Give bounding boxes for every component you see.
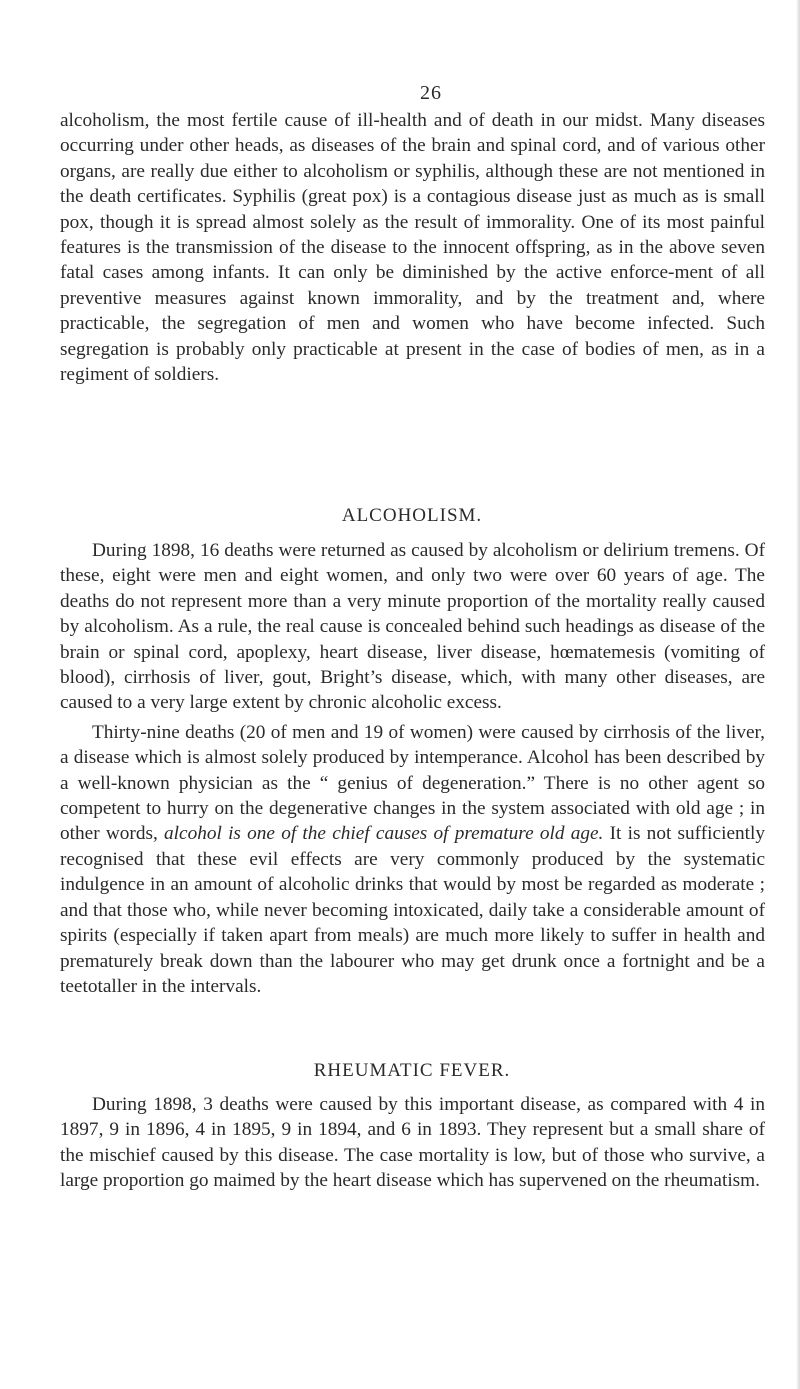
- page-edge-shadow: [796, 0, 800, 1389]
- intro-section: [60, 108, 765, 387]
- alcoholism-paragraph-2-text-a: Thirty-nine deaths (20 of men and 19 of women) were caused by cirrhosis of the liver, a disease which is almost solely produced by intemperance. Alcohol has been described by a well-known physician as the “ genius of degeneration.” There is no other agent so competent to hurry on the degenerative changes in the system associated with old age ; in other words,: [60, 721, 765, 845]
- alcoholism-paragraph-2: [60, 720, 765, 999]
- alcoholism-section: [60, 538, 765, 999]
- intro-paragraph: alcoholism, the most fertile cause of ill-health and of death in our midst. Many diseases occurring under other heads, as diseases of the brain and spinal cord, and of various other organs, are really due either to alcoholism or syphilis, although these are not mentioned in the death certificates. Syphilis (great pox) is a contagious disease just as much as is small pox, though it is spread almost solely as the result of immorality. One of its most painful features is the transmission of the disease to the innocent offspring, as in the above seven fatal cases among infants. It can only be diminished by the active enforce-ment of all preventive measures against known immorality, and by the treatment and, where practicable, the segregation of men and women who have become infected. Such segregation is probably only practicable at present in the case of bodies of men, as in a regiment of soldiers.: [60, 110, 765, 386]
- rheumatic-fever-heading: RHEUMATIC FEVER.: [313, 1060, 511, 1081]
- page-number: 26: [420, 82, 442, 104]
- alcoholism-emphasis: alcohol is one of the chief causes of premature old age.: [164, 823, 604, 845]
- alcoholism-paragraph-1: During 1898, 16 deaths were returned as caused by alcoholism or delirium tremens. Of these, eight were men and eight women, and only two were over 60 years of age. The deaths do not represent more than a very minute proportion of the mortality really caused by alcoholism. As a rule, the real cause is concealed behind such headings as disease of the brain or spinal cord, apoplexy, heart disease, liver disease, hœmatemesis (vomiting of blood), cirrhosis of liver, gout, Bright’s disease, which, with many other diseases, are caused to a very large extent by chronic alcoholic excess.: [60, 540, 765, 714]
- rheumatic-fever-section: [60, 1092, 765, 1194]
- alcoholism-heading: ALCOHOLISM.: [341, 505, 483, 526]
- alcoholism-paragraph-2-text-b: It is not sufficiently recognised that these evil effects are very commonly produced by the systematic indulgence in an amount of alcoholic drinks that would by most be regarded as moderate ; and that those who, while never becoming intoxicated, daily take a considerable amount of spirits (especially if taken apart from meals) are much more likely to suffer in health and prematurely break down than the labourer who may get drunk once a fortnight and be a teetotaller in the intervals.: [60, 823, 765, 997]
- rheumatic-fever-paragraph: During 1898, 3 deaths were caused by this important disease, as compared with 4 in 1897, 9 in 1896, 4 in 1895, 9 in 1894, and 6 in 1893. They represent but a small share of the mischief caused by this disease. The case mortality is low, but of those who survive, a large proportion go maimed by the heart disease which has supervened on the rheumatism.: [60, 1094, 765, 1192]
